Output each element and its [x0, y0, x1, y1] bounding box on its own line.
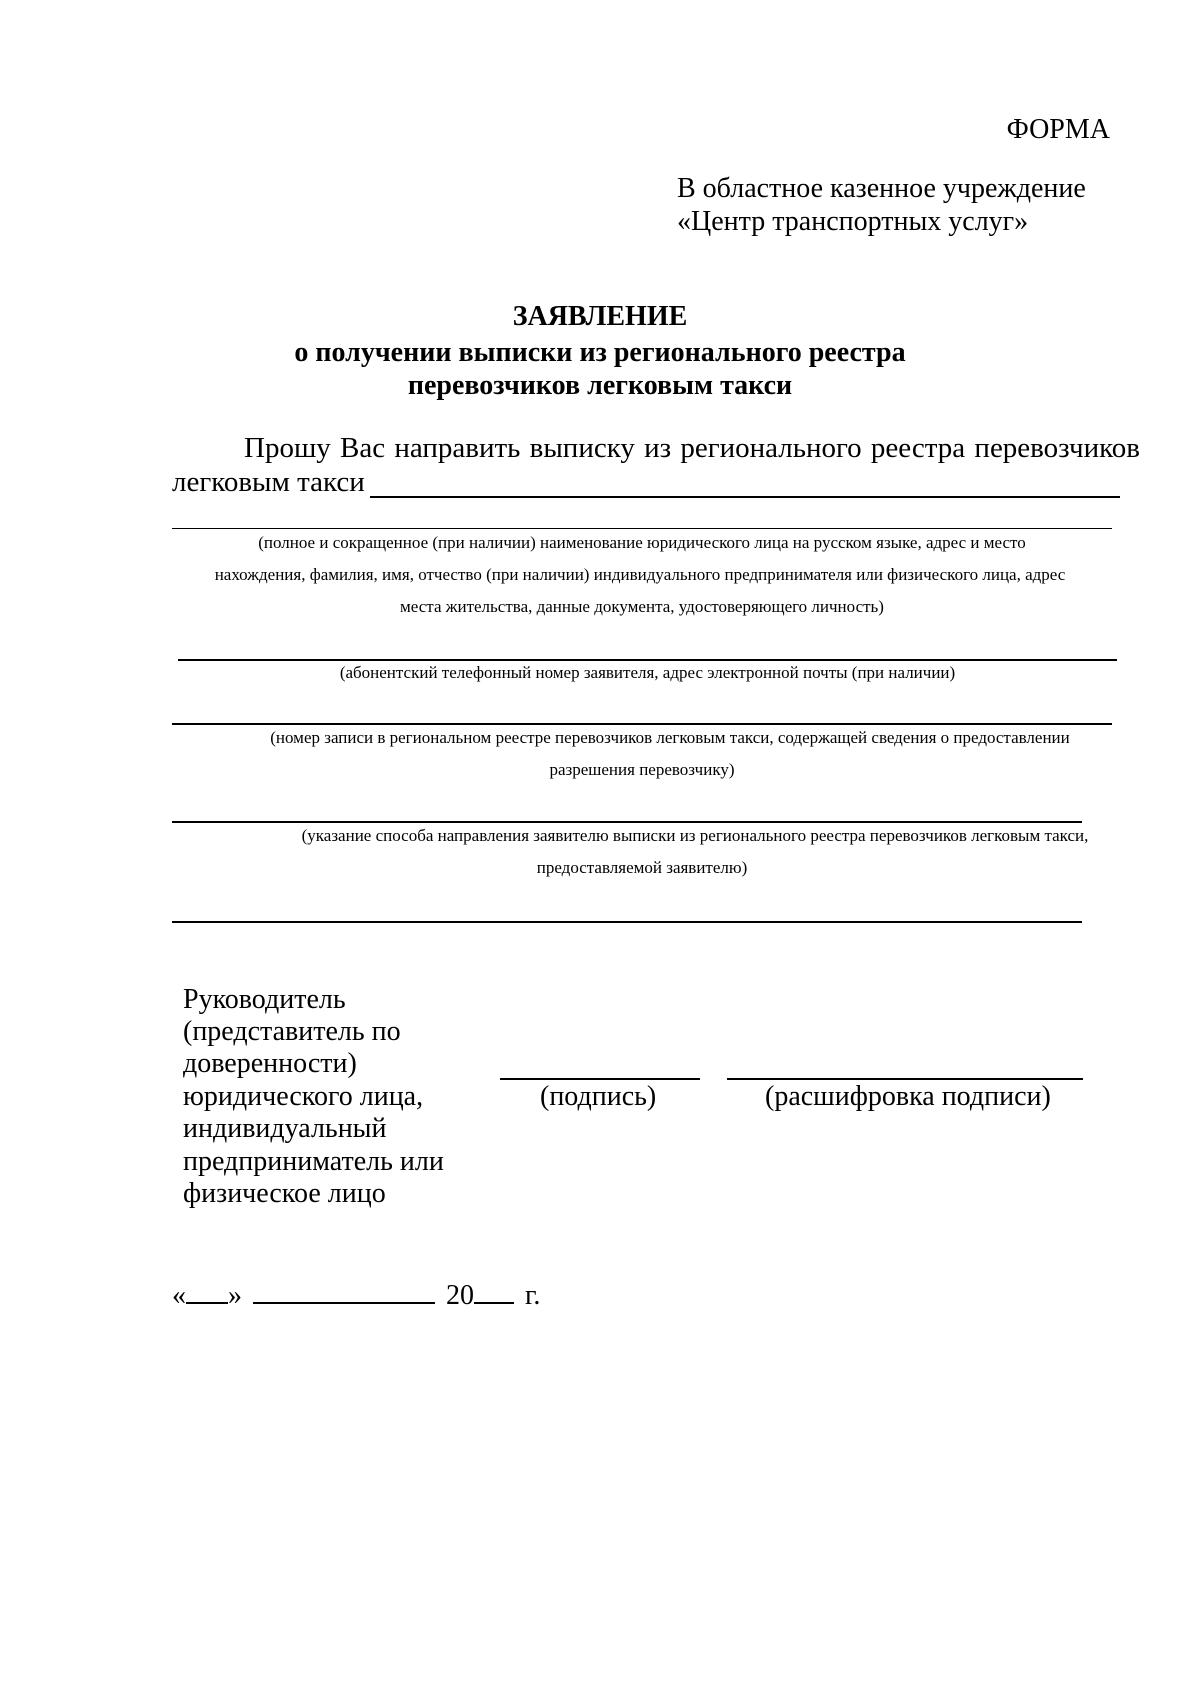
signer-role-line-7: физическое лицо: [183, 1178, 386, 1209]
signer-role-line-4: юридического лица,: [183, 1081, 424, 1112]
signer-role-line-5: индивидуальный: [183, 1113, 387, 1144]
signer-role-line-6: предприниматель или: [183, 1146, 444, 1177]
extra-field-line[interactable]: [172, 921, 1082, 923]
delivery-method-hint-2: предоставляемой заявителю): [536, 858, 748, 877]
request-text-line-2: легковым такси: [172, 466, 365, 498]
registry-record-hint-2: разрешения перевозчику): [549, 760, 735, 779]
signature-decryption-field-line[interactable]: [727, 1078, 1083, 1080]
applicant-name-field-line-1[interactable]: [370, 496, 1120, 498]
delivery-method-hint-1: (указание способа направления заявителю выписки из регионального реестра перевозчиков легковым такси,: [301, 826, 1089, 845]
signer-role-line-1: Руководитель: [183, 984, 346, 1015]
signer-role-line-2: (представитель по: [183, 1016, 401, 1047]
date-year-field[interactable]: [474, 1280, 514, 1304]
registry-record-hint-1: (номер записи в региональном реестре перевозчиков легковым такси, содержащей сведения о предоставлении: [270, 728, 1070, 747]
date-year-suffix: г.: [525, 1280, 541, 1311]
applicant-name-hint-3: места жительства, данные документа, удостоверяющего личность): [400, 597, 884, 616]
date-day-field[interactable]: [186, 1280, 228, 1304]
document-subtitle-line-1: о получении выписки из регионального реестра: [294, 337, 906, 368]
signature-label: (подпись): [540, 1081, 657, 1112]
addressee-line-1: В областное казенное учреждение: [677, 173, 1086, 204]
contact-hint: (абонентский телефонный номер заявителя, адрес электронной почты (при наличии): [339, 663, 956, 682]
date-row: [172, 1280, 540, 1312]
date-open-quote: «: [172, 1280, 186, 1311]
applicant-name-hint-1: (полное и сокращенное (при наличии) наименование юридического лица на русском языке, адрес и место: [258, 533, 1026, 552]
document-title: ЗАЯВЛЕНИЕ: [512, 301, 688, 332]
date-year-prefix: 20: [446, 1280, 474, 1311]
signature-field-line[interactable]: [500, 1078, 700, 1080]
form-label: ФОРМА: [1006, 114, 1110, 145]
date-month-field[interactable]: [253, 1280, 435, 1304]
signature-decryption-label: (расшифровка подписи): [765, 1081, 1051, 1112]
applicant-name-hint-2: нахождения, фамилия, имя, отчество (при наличии) индивидуального предпринимателя или физического лица, адрес: [214, 565, 1066, 584]
request-text-line-1: Прошу Вас направить выписку из регионального реестра перевозчиков: [244, 432, 1140, 464]
document-subtitle-line-2: перевозчиков легковым такси: [407, 370, 793, 401]
addressee-line-2: «Центр транспортных услуг»: [677, 206, 1029, 237]
signer-role-line-3: доверенности): [183, 1048, 357, 1079]
date-close-quote: »: [228, 1280, 242, 1311]
